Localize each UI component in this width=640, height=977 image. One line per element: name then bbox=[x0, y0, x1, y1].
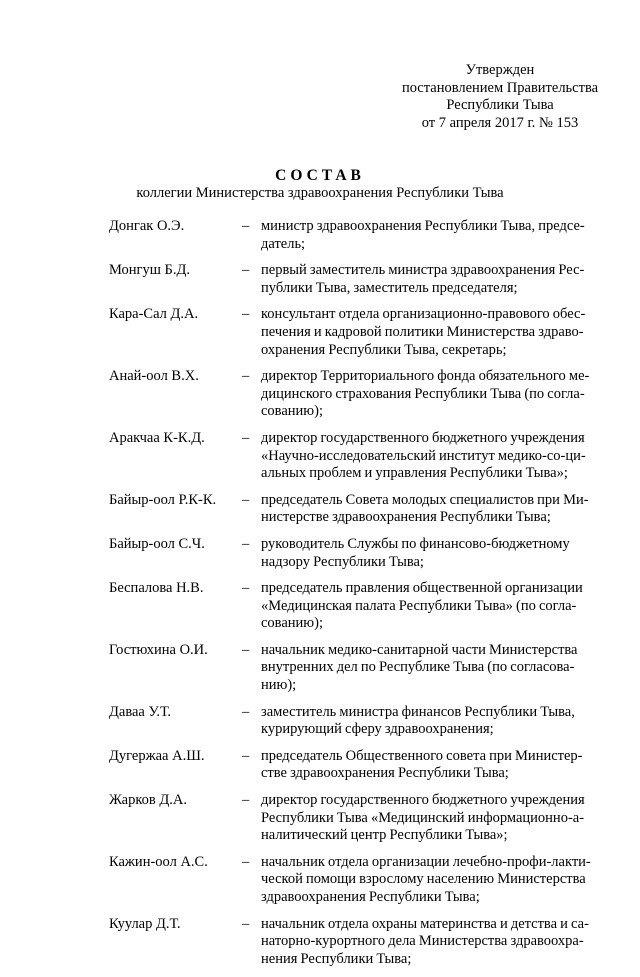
member-row bbox=[0, 580, 640, 633]
approval-line: Республики Тыва bbox=[446, 97, 554, 113]
member-name: Куулар Д.Т. bbox=[109, 915, 181, 932]
approval-line: Утвержден bbox=[465, 62, 535, 78]
approval-line: постановлением Правительства bbox=[401, 79, 599, 96]
document-title: СОСТАВ bbox=[275, 167, 365, 184]
member-dash: – bbox=[242, 915, 250, 932]
member-role: директор государственного бюджетного учреждения «Научно-исследовательский институт медико-со-ци- альных проблем и управления Республики Тыва»; bbox=[261, 429, 586, 482]
member-role: председатель Общественного совета при Министер- стве здравоохранения Республики Тыва; bbox=[261, 747, 583, 782]
member-dash: – bbox=[242, 429, 250, 446]
document-subtitle: коллегии Министерства здравоохранения Республики Тыва bbox=[136, 185, 504, 201]
member-dash: – bbox=[242, 853, 250, 870]
member-row bbox=[0, 792, 640, 845]
member-row bbox=[0, 642, 640, 695]
members-list bbox=[0, 218, 640, 977]
member-row bbox=[0, 854, 640, 907]
member-name: Даваа У.Т. bbox=[109, 703, 172, 720]
member-dash: – bbox=[242, 262, 250, 279]
member-role: председатель Совета молодых специалистов при Ми- нистерстве здравоохранения Республики Тыва; bbox=[261, 491, 589, 526]
member-row bbox=[0, 492, 640, 527]
member-row bbox=[0, 916, 640, 969]
member-row bbox=[0, 430, 640, 483]
member-name: Анай-оол В.Х. bbox=[109, 368, 199, 385]
member-role: начальник медико-санитарной части Министерства внутренних дел по Республике Тыва (по согласова- нию); bbox=[261, 641, 578, 694]
member-role: директор Территориального фонда обязательного ме- дицинского страхования Республики Тыва (по согла- сованию); bbox=[261, 368, 590, 420]
member-dash: – bbox=[242, 368, 250, 385]
member-dash: – bbox=[242, 580, 250, 597]
member-dash: – bbox=[242, 703, 250, 720]
member-row bbox=[0, 306, 640, 359]
member-dash: – bbox=[242, 641, 250, 658]
member-dash: – bbox=[242, 792, 250, 809]
member-role: руководитель Службы по финансово-бюджетному надзору Республики Тыва; bbox=[261, 535, 570, 570]
member-name: Байыр-оол Р.К-К. bbox=[109, 491, 217, 508]
member-role: начальник отдела охраны материнства и детства и са- наторно-курортного дела Министерства здравоохра- нения Республики Тыва; bbox=[261, 915, 589, 967]
member-name: Байыр-оол С.Ч. bbox=[109, 535, 205, 552]
approval-block bbox=[380, 62, 620, 132]
member-role: директор государственного бюджетного учреждения Республики Тыва «Медицинский информационно-а- налитический центр Республики Тыва»; bbox=[261, 792, 585, 844]
member-role: председатель правления общественной организации «Медицинская палата Республики Тыва» (по согла- сованию); bbox=[261, 580, 583, 632]
member-name: Жарков Д.А. bbox=[109, 792, 187, 809]
member-name: Дугержаа А.Ш. bbox=[109, 747, 205, 764]
member-row bbox=[0, 536, 640, 571]
member-row bbox=[0, 748, 640, 783]
member-name: Донгак О.Э. bbox=[109, 218, 185, 234]
member-role: министр здравоохранения Республики Тыва, предсе- датель; bbox=[261, 218, 585, 252]
member-name: Гостюхина О.И. bbox=[109, 641, 208, 658]
member-name: Монгуш Б.Д. bbox=[109, 262, 190, 279]
member-dash: – bbox=[242, 535, 250, 552]
member-row bbox=[0, 262, 640, 297]
member-row bbox=[0, 704, 640, 739]
member-name: Кажин-оол А.С. bbox=[109, 853, 208, 870]
member-row bbox=[0, 218, 640, 253]
member-name: Аракчаа К-К.Д. bbox=[109, 429, 205, 446]
member-dash: – bbox=[242, 747, 250, 764]
approval-line: от 7 апреля 2017 г. № 153 bbox=[421, 114, 579, 131]
member-role: первый заместитель министра здравоохранения Рес- публики Тыва, заместитель председателя; bbox=[261, 262, 585, 296]
member-dash: – bbox=[242, 306, 250, 323]
member-dash: – bbox=[242, 491, 250, 508]
member-row bbox=[0, 368, 640, 421]
member-name: Беспалова Н.В. bbox=[109, 580, 204, 597]
member-role: начальник отдела организации лечебно-профи-лакти- ческой помощи взрослому населению Министерства здравоохранения Республики Тыва; bbox=[261, 853, 591, 905]
member-role: заместитель министра финансов Республики Тыва, курирующий сферу здравоохранения; bbox=[261, 703, 575, 738]
member-dash: – bbox=[242, 218, 250, 234]
member-name: Кара-Сал Д.А. bbox=[109, 306, 199, 323]
member-role: консультант отдела организационно-правового обес- печения и кадровой политики Министерства здраво- охранения Республики Тыва, секретарь; bbox=[261, 306, 586, 358]
